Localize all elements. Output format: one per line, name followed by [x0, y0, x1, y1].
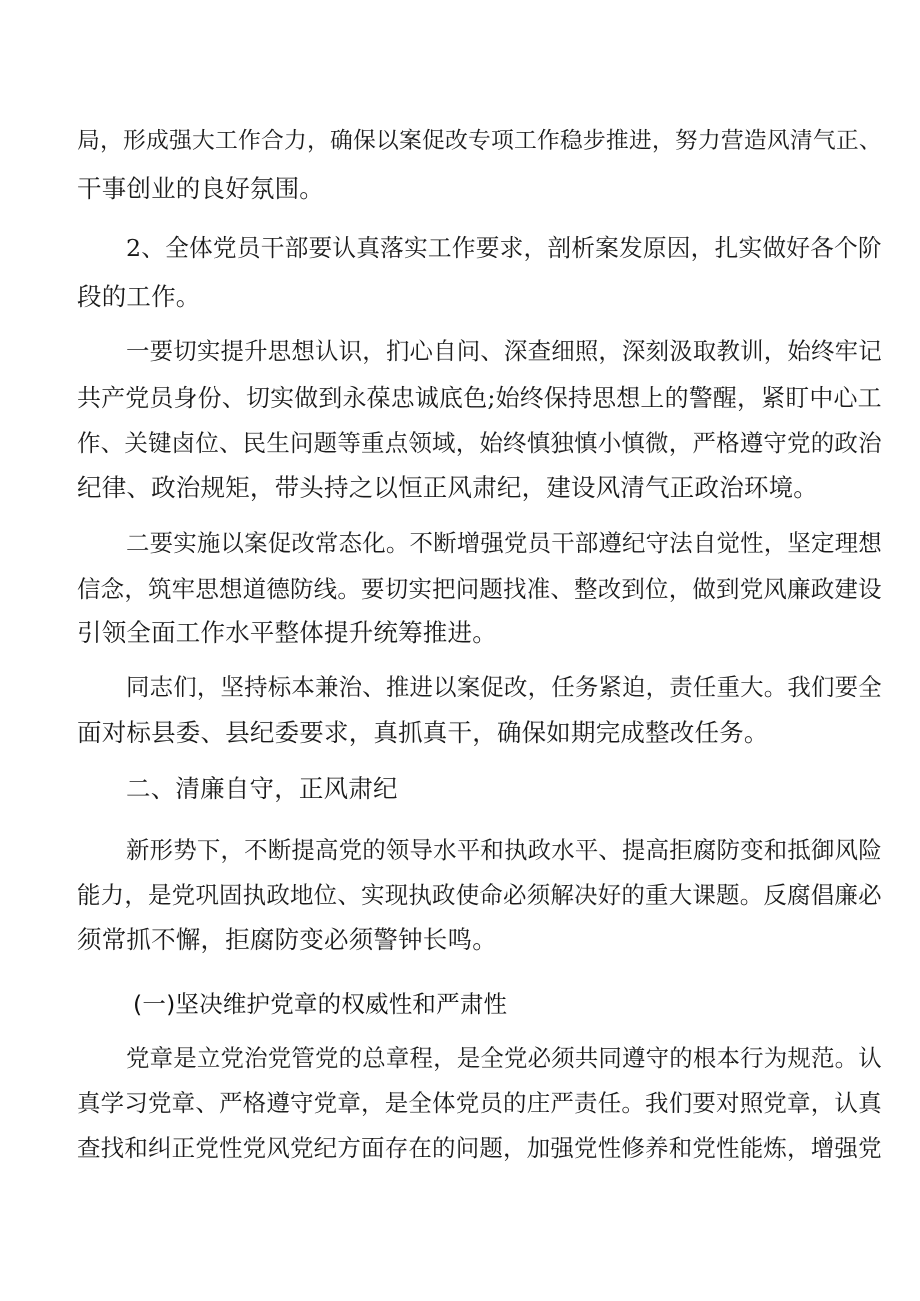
paragraph-line: 查找和纠正党性党风党纪方面存在的问题，加强党性修养和党性能炼，增强党 [77, 1134, 882, 1162]
paragraph-line: 作、关键卤位、民生问题等重点领域，始终慎独慎小慎微，严格遵守党的政治 [77, 429, 882, 457]
paragraph-line: 须常抓不懈，拒腐防变必须警钟长鸣。 [77, 925, 497, 954]
paragraph-line: 真学习党章、严格遵守党章，是全体党员的庄严责任。我们要对照党章，认真 [77, 1089, 882, 1117]
paragraph-line: 新形势下，不断提高党的领导水平和执政水平、提高拒腐防变和抵御风险 [126, 836, 882, 864]
paragraph-line: 信念，筑牢思想道德防线。要切实把问题找准、整改到位，做到党风廉政建设 [77, 575, 882, 603]
paragraph-line: 局，形成强大工作合力，确保以案促改专项工作稳步推进，努力营造风清气正、 [77, 128, 882, 154]
paragraph-line: 干事创业的良好氛围。 [77, 174, 324, 203]
paragraph-line: 段的工作。 [77, 282, 201, 311]
paragraph-line: 能力，是党巩固执政地位、实现执政使命必须解决好的重大课题。反腐倡廉必 [77, 881, 882, 909]
paragraph-line: 一要切实提升思想认识，扪心自问、深查细照，深刻汲取教训，始终牢记 [126, 337, 882, 365]
paragraph-line: 党章是立党治党管党的总章程，是全党必须共同遵守的根本行为规范。认 [126, 1044, 882, 1072]
paragraph-line: 二要实施以案促改常态化。不断增强党员干部遵纪守法自觉性，坚定理想 [126, 529, 882, 557]
paragraph-line: 2、全体党员干部要认真落实工作要求，剖析案发原因，扎实做好各个阶 [126, 234, 882, 262]
paragraph-line: 共产党员身份、切实做到永葆忠诚底色;始终保持思想上的警醒，紧盯中心工 [77, 384, 882, 412]
subsection-heading: (一)坚决维护党章的权威性和严肃性 [133, 990, 508, 1018]
paragraph-line: 同志们，坚持标本兼治、推进以案促改，任务紧迫，责任重大。我们要全 [126, 673, 882, 701]
paragraph-line: 纪律、政治规矩，带头持之以恒正风肃纪，建设风清气正政治环境。 [77, 473, 818, 502]
paragraph-line: 引领全面工作水平整体提升统筹推进。 [77, 618, 497, 647]
paragraph-line: 面对标县委、县纪委要求，真抓真干，确保如期完成整改任务。 [77, 718, 769, 747]
section-heading: 二、清廉自守，正风肃纪 [126, 774, 398, 803]
